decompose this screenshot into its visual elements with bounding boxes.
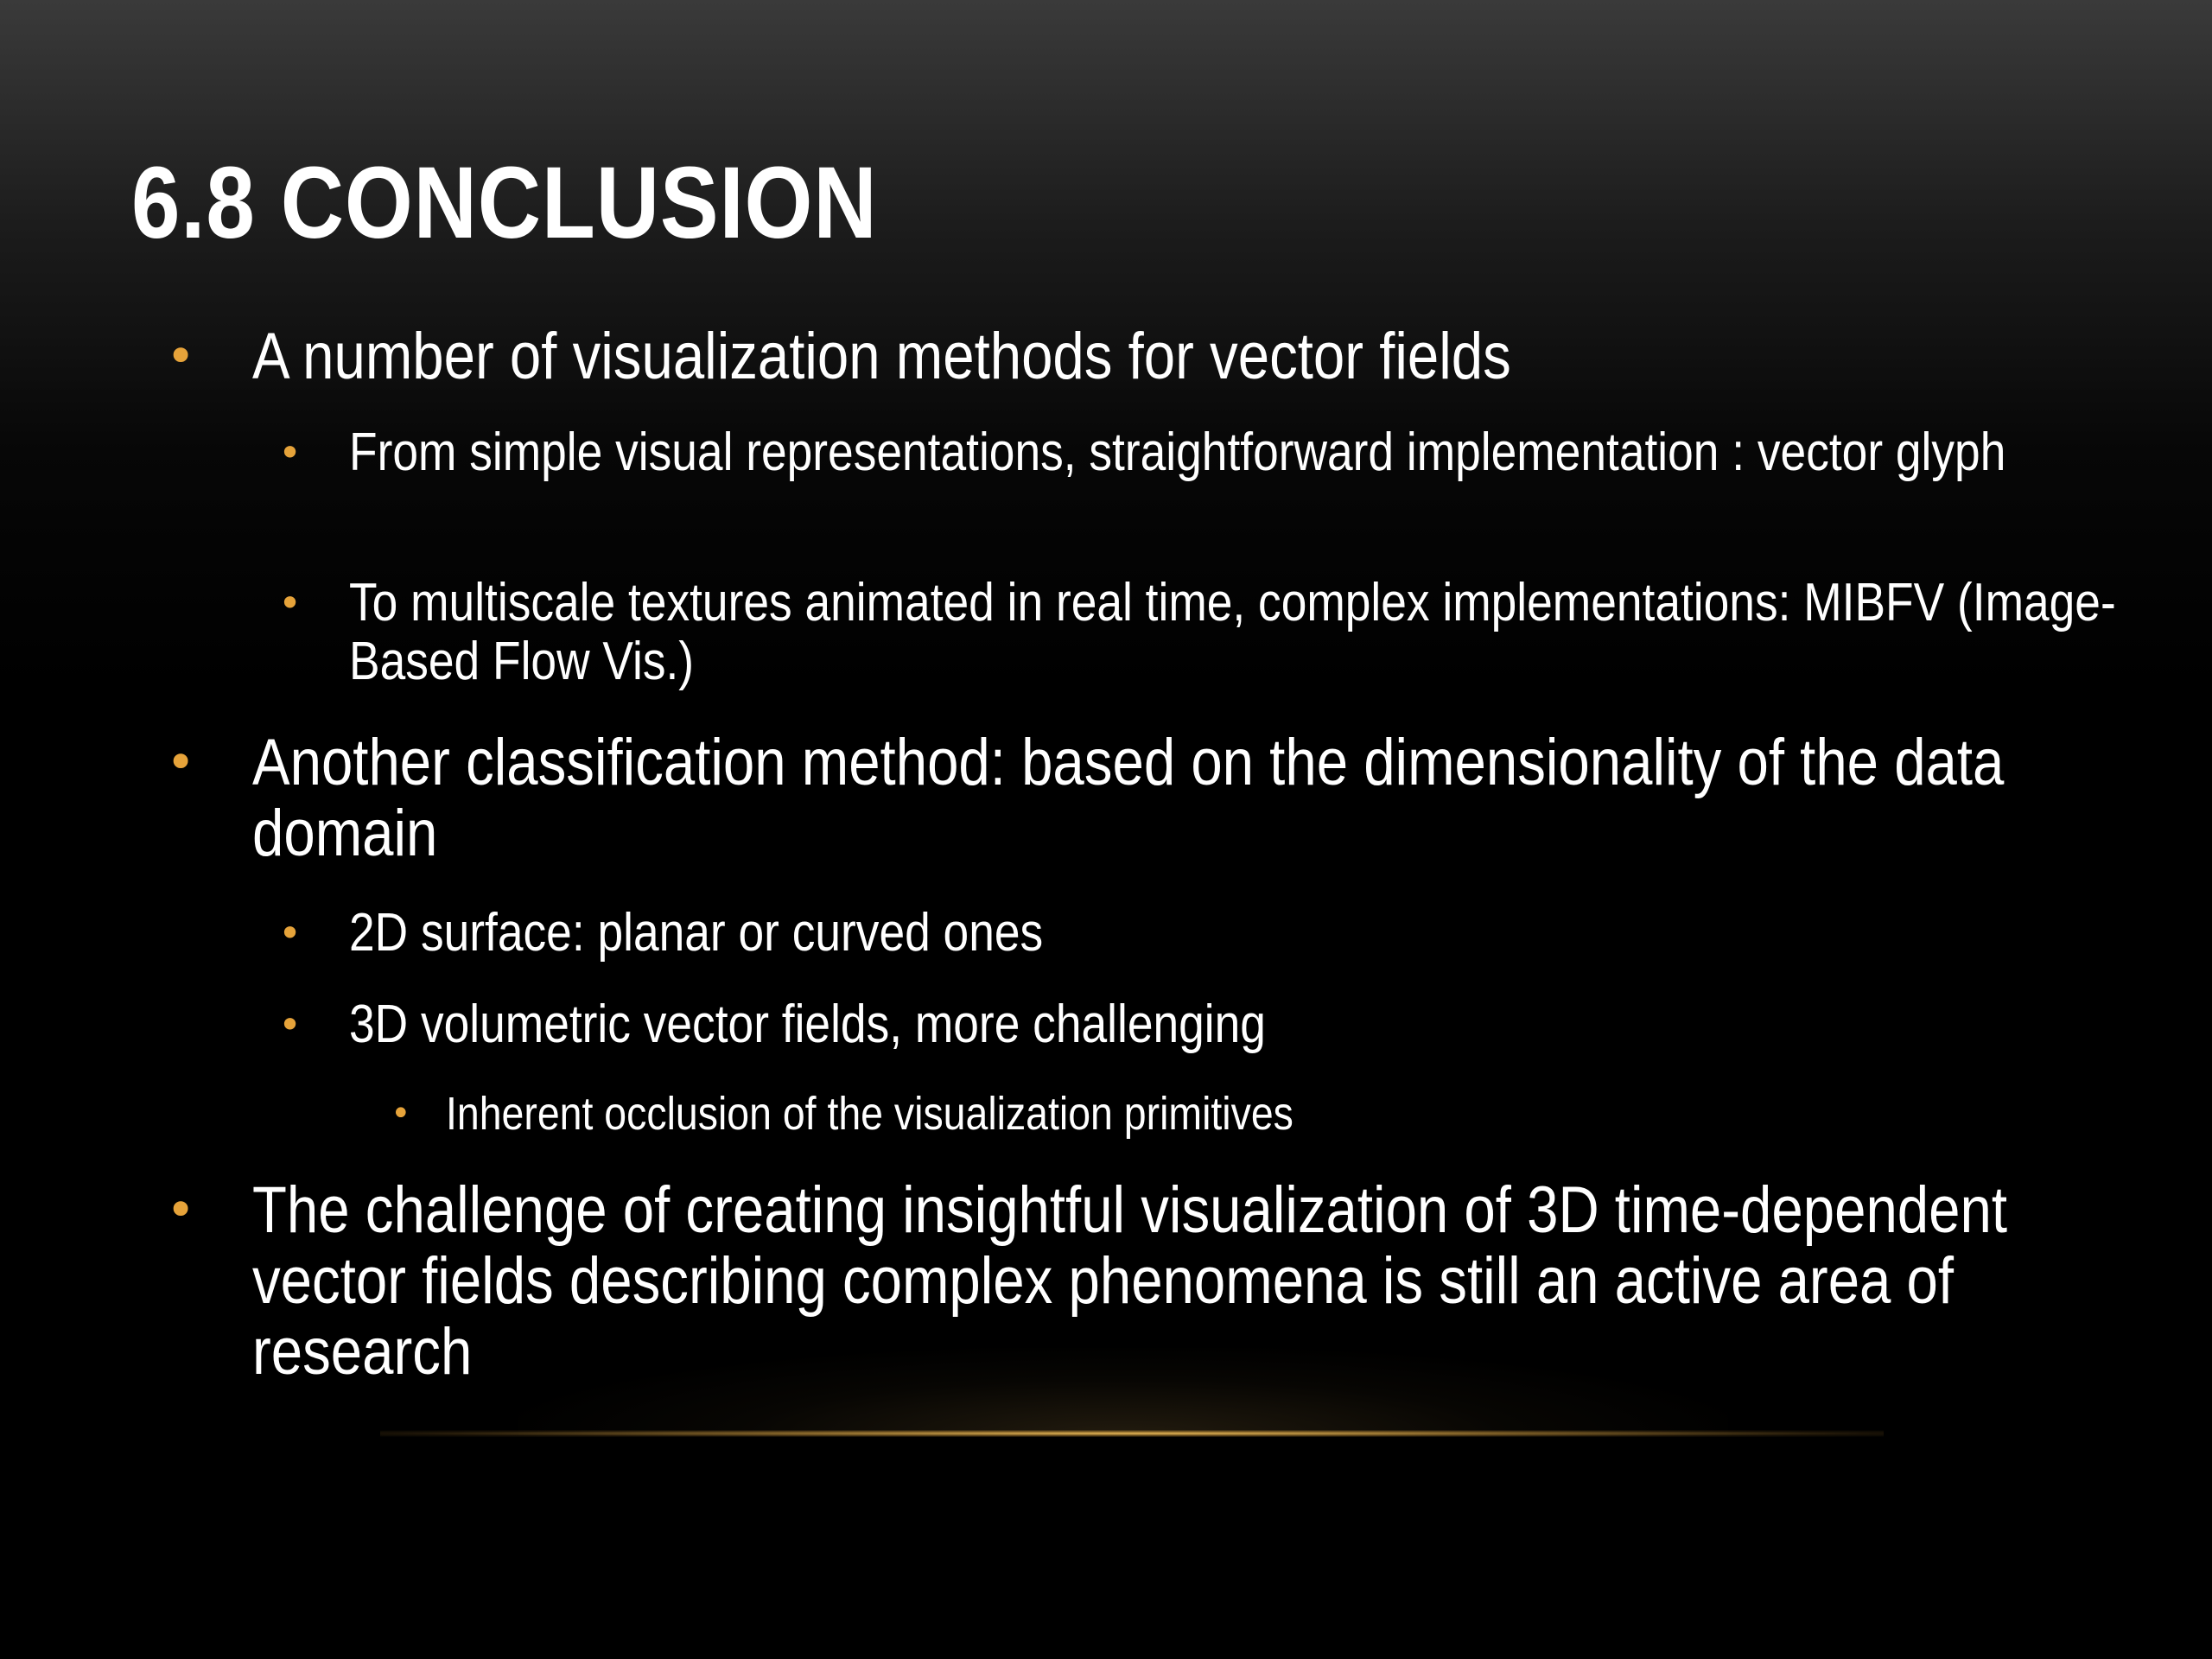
bullet-text: To multiscale textures animated in real time, complex implementations: MIBFV (Image-Based Flow Vis.)	[349, 573, 2116, 691]
bullet-icon: •	[166, 733, 196, 791]
bullet-text: 3D volumetric vector fields, more challenging	[349, 995, 1266, 1054]
bullet-icon: •	[166, 1180, 196, 1239]
bullet-icon: •	[278, 910, 302, 957]
bullet-icon: •	[278, 1001, 302, 1048]
bullet-icon: •	[391, 1094, 411, 1134]
divider-glow	[518, 1348, 1728, 1434]
bullet-text: From simple visual representations, straightforward implementation : vector glyph	[349, 423, 2006, 482]
divider-line	[380, 1430, 1884, 1437]
bullet-text: Another classification method: based on the dimensionality of the data domain	[252, 726, 2005, 870]
bullet-icon: •	[278, 429, 302, 476]
bullet-text: The challenge of creating insightful visualization of 3D time-dependent vector fields describing complex phenomena is still an active area of research	[252, 1173, 2008, 1389]
bullet-text: Inherent occlusion of the visualization primitives	[446, 1088, 1294, 1140]
bullet-text: A number of visualization methods for vector fields	[252, 320, 1511, 393]
bullet-icon: •	[166, 327, 196, 385]
bullet-text: 2D surface: planar or curved ones	[349, 903, 1044, 963]
bullet-icon: •	[278, 580, 302, 626]
slide-title: 6.8 CONCLUSION	[131, 146, 878, 260]
